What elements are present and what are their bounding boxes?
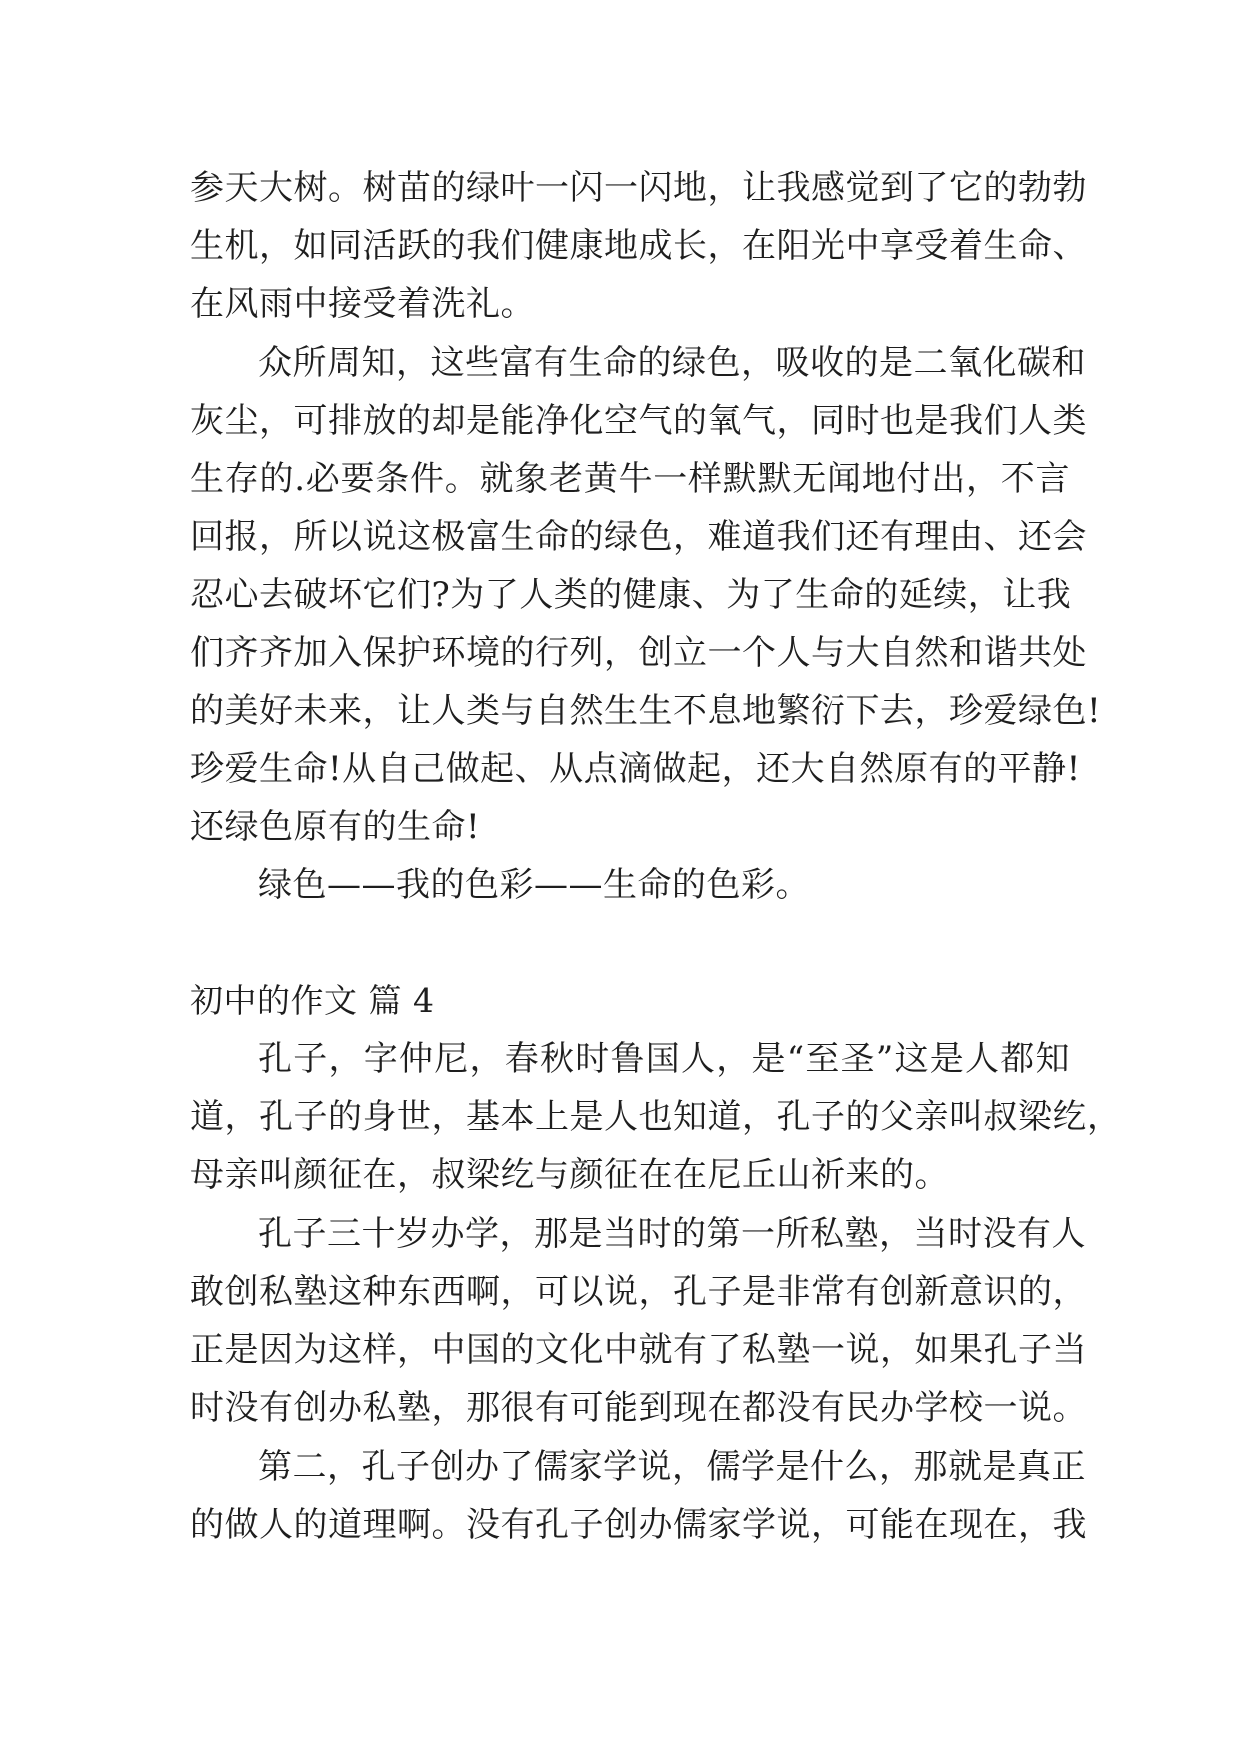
text-line: 敢创私塾这种东西啊，可以说，孔子是非常有创新意识的， xyxy=(190,1272,1087,1312)
text-line: 母亲叫颜征在，叔梁纥与颜征在在尼丘山祈来的。 xyxy=(190,1155,949,1195)
text-line: 的做人的道理啊。没有孔子创办儒家学说，可能在现在，我 xyxy=(190,1505,1087,1545)
text-line: 生机，如同活跃的我们健康地成长，在阳光中享受着生命、 xyxy=(190,226,1087,266)
text-line: 还绿色原有的生命! xyxy=(190,807,481,847)
text-line: 绿色——我的色彩——生命的色彩。 xyxy=(258,865,810,905)
text-line: 道，孔子的身世，基本上是人也知道，孔子的父亲叫叔梁纥， xyxy=(190,1097,1122,1137)
text-line: 众所周知，这些富有生命的绿色，吸收的是二氧化碳和 xyxy=(258,343,1086,383)
text-line: 珍爱生命!从自己做起、从点滴做起，还大自然原有的平静! xyxy=(190,749,1081,789)
text-line: 忍心去破坏它们?为了人类的健康、为了生命的延续，让我 xyxy=(190,575,1072,615)
section-heading: 初中的作文 篇 4 xyxy=(190,981,435,1020)
text-line: 生存的.必要条件。就象老黄牛一样默默无闻地付出，不言 xyxy=(190,459,1070,499)
text-line: 灰尘，可排放的却是能净化空气的氧气，同时也是我们人类 xyxy=(190,401,1087,441)
text-line: 参天大树。树苗的绿叶一闪一闪地，让我感觉到了它的勃勃 xyxy=(190,168,1087,208)
text-line: 在风雨中接受着洗礼。 xyxy=(190,284,535,324)
text-line: 时没有创办私塾，那很有可能到现在都没有民办学校一说。 xyxy=(190,1388,1087,1428)
text-line: 孔子，字仲尼，春秋时鲁国人，是“至圣”这是人都知 xyxy=(258,1039,1070,1079)
text-line: 们齐齐加入保护环境的行列，创立一个人与大自然和谐共处 xyxy=(190,633,1087,673)
text-line: 第二，孔子创办了儒家学说，儒学是什么，那就是真正 xyxy=(258,1447,1086,1487)
text-line: 正是因为这样，中国的文化中就有了私塾一说，如果孔子当 xyxy=(190,1330,1087,1370)
text-line: 回报，所以说这极富生命的绿色，难道我们还有理由、还会 xyxy=(190,517,1087,557)
text-line: 的美好未来，让人类与自然生生不息地繁衍下去，珍爱绿色! xyxy=(190,691,1102,731)
text-line: 孔子三十岁办学，那是当时的第一所私塾，当时没有人 xyxy=(258,1214,1086,1254)
